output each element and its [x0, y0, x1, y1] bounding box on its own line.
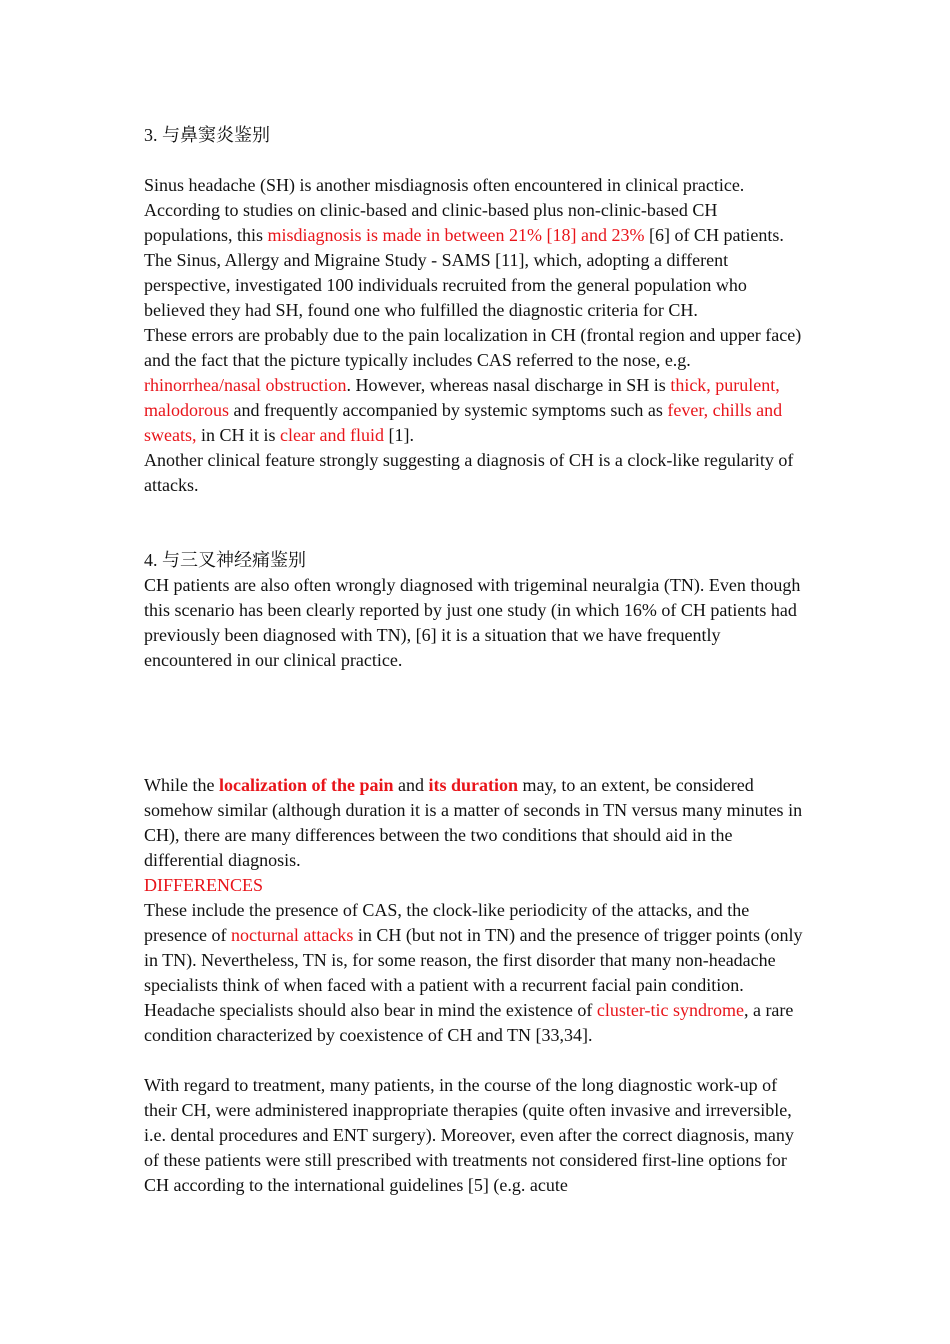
highlight-misdiagnosis-rate: misdiagnosis is made in between 21% [18] and 23%	[267, 225, 645, 245]
text-run: While the	[144, 775, 219, 795]
differences-label: DIFFERENCES	[144, 875, 264, 895]
section-4-paragraph-3	[144, 898, 808, 1048]
section-3-paragraph-3: Another clinical feature strongly suggesting a diagnosis of CH is a clock-like regularity of attacks.	[144, 450, 794, 495]
document-page	[144, 123, 808, 1198]
text-run: , a rare condition characterized by coexistence of CH and TN [33,34].	[144, 1000, 794, 1045]
section-3-paragraph-2	[144, 323, 808, 448]
text-run: . However, whereas nasal discharge in SH is	[346, 375, 671, 395]
text-run: Sinus headache (SH) is another misdiagnosis often encountered in clinical practice. According to studies on clinic-based and clinic-based plus non-clinic-based CH populations, this	[144, 175, 745, 245]
highlight-cluster-tic: cluster-tic syndrome	[596, 1000, 744, 1020]
highlight-localization: localization of the pain	[218, 775, 394, 795]
highlight-duration: its duration	[428, 775, 519, 795]
text-run: and frequently accompanied by systemic symptoms such as	[229, 400, 668, 420]
section-4-heading: 4. 与三叉神经痛鉴别	[144, 550, 306, 570]
section-4-paragraph-2	[144, 773, 808, 873]
highlight-clear-fluid: clear and fluid	[280, 425, 384, 445]
text-run: These include the presence of CAS, the clock-like periodicity of the attacks, and the presence of	[144, 900, 750, 945]
section-4-paragraph-1: CH patients are also often wrongly diagnosed with trigeminal neuralgia (TN). Even though this scenario has been clearly reported by just one study (in which 16% of CH patients had previously been diagnosed with TN), [6] it is a situation that we have frequently encountered in our clinical practice.	[144, 575, 801, 670]
highlight-nocturnal-attacks: nocturnal attacks	[230, 925, 354, 945]
section-3-paragraph-1	[144, 173, 808, 323]
text-run: These errors are probably due to the pain localization in CH (frontal region and upper face) and the fact that the picture typically includes CAS referred to the nose, e.g.	[144, 325, 802, 370]
text-run: may, to an extent, be considered somehow similar (although duration it is a matter of seconds in TN versus many minutes in CH), there are many differences between the two conditions that should aid in the differential diagnosis.	[144, 775, 803, 870]
highlight-thick-purulent: thick, purulent, malodorous	[144, 375, 780, 420]
highlight-fever-chills: fever, chills and sweats,	[144, 400, 783, 445]
text-run: in CH it is	[196, 425, 281, 445]
section-3-heading: 3. 与鼻窦炎鉴别	[144, 125, 270, 145]
text-run: in CH (but not in TN) and the presence of trigger points (only in TN). Nevertheless, TN is, for some reason, the first disorder that many non-headache specialists think of when faced with a patient with a recurrent facial pain condition. Headache specialists should also bear in mind the existence of	[144, 925, 803, 1020]
text-run: and	[393, 775, 429, 795]
highlight-rhinorrhea: rhinorrhea/nasal obstruction	[144, 375, 347, 395]
text-run: [6] of CH patients. The Sinus, Allergy and Migraine Study - SAMS [11], which, adopting a different perspective, investigated 100 individuals recruited from the general population who believed they had SH, found one who fulfilled the diagnostic criteria for CH.	[144, 225, 784, 320]
text-run: [1].	[383, 425, 414, 445]
section-4-paragraph-4: With regard to treatment, many patients, in the course of the long diagnostic work-up of their CH, were administered inappropriate therapies (quite often invasive and irreversible, i.e. dental procedures and ENT surgery). Moreover, even after the correct diagnosis, many of these patients were still prescribed with treatments not considered first-line options for CH according to the international guidelines [5] (e.g. acute	[144, 1075, 794, 1195]
